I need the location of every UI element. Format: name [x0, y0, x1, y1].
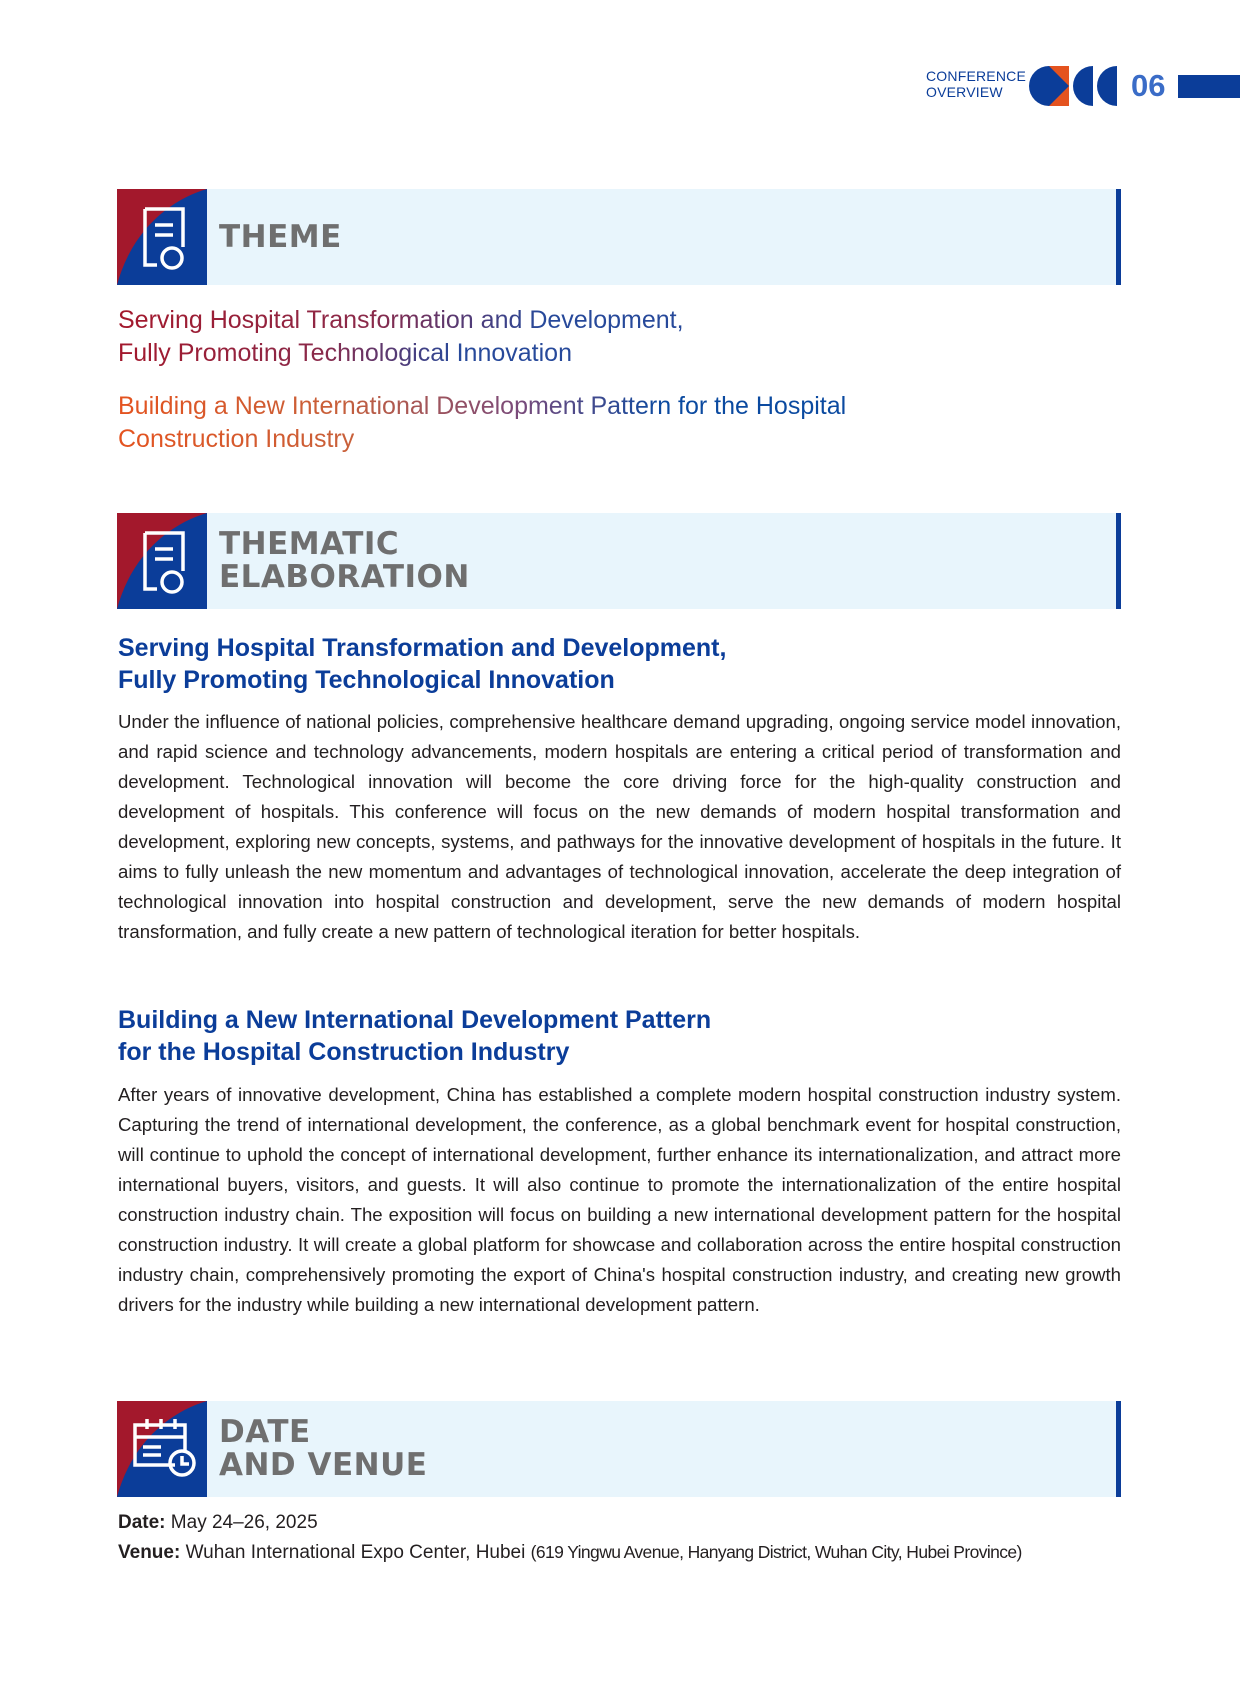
calendar-clock-icon — [117, 1401, 207, 1497]
heading-1-line1: Serving Hospital Transformation and Development, — [118, 634, 727, 662]
document-icon — [117, 189, 207, 285]
theme-title: THEME — [219, 219, 342, 255]
banner-rule — [1116, 513, 1121, 609]
heading-2-line1: Building a New International Development Pattern — [118, 1006, 712, 1034]
page-number: 06 — [1131, 68, 1166, 103]
elaboration-title-line2: ELABORATION — [219, 559, 470, 595]
heading-1-line2: Fully Promoting Technological Innovation — [118, 666, 615, 694]
theme-line-2: Fully Promoting Technological Innovation — [118, 337, 572, 370]
theme-banner — [117, 189, 1121, 285]
date-line — [118, 1509, 318, 1537]
venue-value: Wuhan International Expo Center, Hubei — [185, 1542, 526, 1563]
venue-line — [118, 1538, 1022, 1567]
theme-line-1: Serving Hospital Transformation and Development, — [118, 304, 684, 337]
elaboration-heading-2 — [118, 1004, 1118, 1068]
page-header — [926, 66, 1240, 106]
date-value: May 24–26, 2025 — [170, 1512, 318, 1533]
elaboration-title-line1: THEMATIC — [219, 526, 400, 562]
banner-rule — [1116, 189, 1121, 285]
theme-line-3: Building a New International Development Pattern for the Hospital — [118, 390, 846, 423]
header-accent-bar — [1178, 75, 1240, 98]
theme-line-4: Construction Industry — [118, 423, 354, 456]
date-venue-banner — [117, 1401, 1121, 1497]
document-icon — [117, 513, 207, 609]
conference-logo-mark — [1029, 66, 1127, 106]
elaboration-title — [219, 528, 470, 594]
heading-2-line2: for the Hospital Construction Industry — [118, 1038, 570, 1066]
elaboration-paragraph-1: Under the influence of national policies, comprehensive healthcare demand upgrading, ongoing service model innovation, and rapid science and technology advancements, modern hospitals are entering a critical period of transformation and development. Technological innovation will become the core driving force for the high-quality construction and development of hospitals. This conference will focus on the new demands of modern hospital transformation and development, exploring new concepts, systems, and pathways for the innovative development of hospitals in the future. It aims to fully unleash the new momentum and advantages of technological innovation, accelerate the deep integration of technological innovation into hospital construction and development, serve the new demands of modern hospital transformation, and fully create a new pattern of technological iteration for better hospitals. — [118, 711, 1121, 942]
elaboration-paragraph-2: After years of innovative development, China has established a complete modern hospital construction industry system. Capturing the trend of international development, the conference, as a global benchmark event for hospital construction, will continue to uphold the concept of international development, further enhance its internationalization, and attract more international buyers, visitors, and guests. It will also continue to promote the internationalization of the entire hospital construction industry chain. The exposition will focus on building a new international development pattern for the hospital construction industry. It will create a global platform for showcase and collaboration across the entire hospital construction industry chain, comprehensively promoting the export of China's hospital construction industry, and creating new growth drivers for the industry while building a new international development pattern. — [118, 1084, 1121, 1315]
date-venue-title-line2: AND VENUE — [219, 1447, 428, 1483]
venue-label: Venue: — [118, 1542, 181, 1563]
section-label — [926, 68, 1026, 100]
section-label-line2: OVERVIEW — [926, 84, 1003, 100]
date-label: Date: — [118, 1512, 166, 1533]
elaboration-banner — [117, 513, 1121, 609]
date-venue-title-line1: DATE — [219, 1414, 311, 1450]
banner-rule — [1116, 1401, 1121, 1497]
venue-address: (619 Yingwu Avenue, Hanyang District, Wuhan City, Hubei Province) — [530, 1542, 1022, 1562]
section-label-line1: CONFERENCE — [926, 68, 1027, 84]
date-venue-title — [219, 1416, 427, 1482]
elaboration-heading-1 — [118, 632, 1118, 696]
